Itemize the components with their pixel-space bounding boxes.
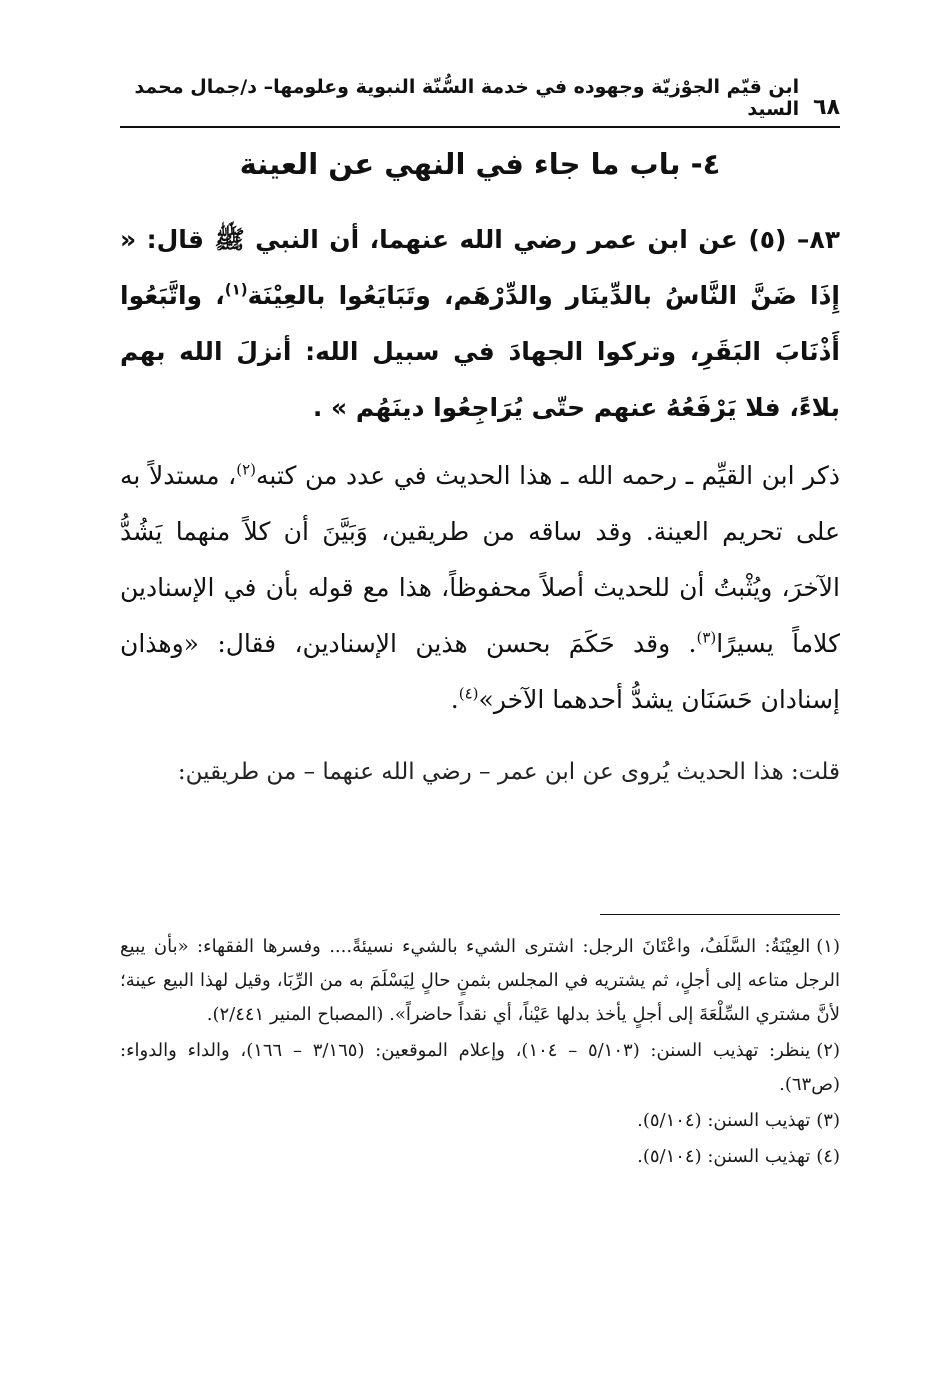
footnote-text: تهذيب السنن: (٥/١٠٤). [637,1146,811,1167]
footnote-item [120,1140,840,1174]
footnote-marker-1[interactable]: (١) [224,280,248,299]
footnote-text: تهذيب السنن: (٥/١٠٤). [637,1110,811,1131]
footnote-number: (٢) [816,1040,840,1061]
footnote-item [120,930,840,1032]
footnote-marker-3[interactable]: (٣) [696,628,717,647]
footnote-number: (٣) [816,1110,840,1131]
commentary-paragraph [120,448,840,728]
chapter-title: ٤- باب ما جاء في النهي عن العينة [239,147,721,181]
footnote-item [120,1034,840,1102]
hadith-paragraph [120,212,840,436]
hadith-text: « إِذَا ضَنَّ النَّاسُ بالدِّينَار والدِّرْهَم، وتَبَايَعُوا بالعِيْنَة [120,225,840,310]
footnote-separator [600,914,840,915]
footnote-text: ينظر: تهذيب السنن: (٥/١٠٣ – ١٠٤)، وإعلام الموقعين: (٣/١٦٥ – ١٦٦)، والداء والدواء: (ص٦٣). [120,1040,840,1095]
hadith-reference: (٥) [748,225,787,254]
hadith-intro: عن ابن عمر رضي الله عنهما، أن النبي ﷺ قال: [146,225,738,254]
running-header [120,76,840,128]
running-title: ابن قيّم الجوْزيّة وجهوده في خدمة السُّنّة النبوية وعلومها– د/جمال محمد السيد [134,76,800,120]
footnotes-list [120,930,840,1176]
author-note-paragraph: قلت: هذا الحديث يُروى عن ابن عمر – رضي الله عنهما – من طريقين: [177,759,840,785]
commentary-text-4: . [450,685,459,714]
commentary-text-3: . وقد حَكَمَ بحسن هذين الإسنادين، فقال: «وهذان إسنادان حَسَنَان يشدُّ أحدهما الآخر» [120,629,840,714]
footnote-marker-2[interactable]: (٢) [236,460,257,479]
footnote-number: (٤) [816,1146,840,1167]
hadith-dash: – [786,225,810,254]
commentary-text-2: ، مستدلاً به على تحريم العينة. وقد ساقه من طريقين، وَبَيَّنَ أن كلاً منهما يَشُدُّ الآخرَ، ويُثْبتُ أن للحديث أصلاً محفوظاً، هذا مع قوله بأن في الإسنادين كلاماً يسيرًا [120,461,840,658]
page-number: ٦٨ [813,95,840,120]
hadith-number: ٨٣ [809,225,840,254]
footnote-marker-4[interactable]: (٤) [458,684,479,703]
commentary-text-1: ذكر ابن القيِّم ـ رحمه الله ـ هذا الحديث في عدد من كتبه [256,461,840,490]
footnote-number: (١) [816,936,840,957]
footnote-text: العِيْنَةُ: السَّلَفُ، واعْتَانَ الرجل: اشترى الشيء بالشيء نسيئةً.... وفسرها الفقهاء: «بأن يبيع الرجل متاعه إلى أجلٍ، ثم يشتريه في المجلس بثمنٍ حالٍ لِيَسْلَمَ به من الرِّبَا، وقيل لهذا البيع عينة؛ لأنَّ مشتري السِّلْعَةَ إلى أجلٍ يأخذ بدلها عَيْناً، أي نقداً حاضراً». (المصباح المنير ٢/٤٤١). [120,936,840,1025]
footnote-item [120,1104,840,1138]
hadith-text-continued: ، واتَّبَعُوا أَذْنَابَ البَقَرِ، وتركوا الجهادَ في سبيل الله: أنزلَ الله بهم بلاءً، فلا يَرْفَعُهُ عنهم حتّى يُرَاجِعُوا دينَهُم » . [120,281,840,422]
